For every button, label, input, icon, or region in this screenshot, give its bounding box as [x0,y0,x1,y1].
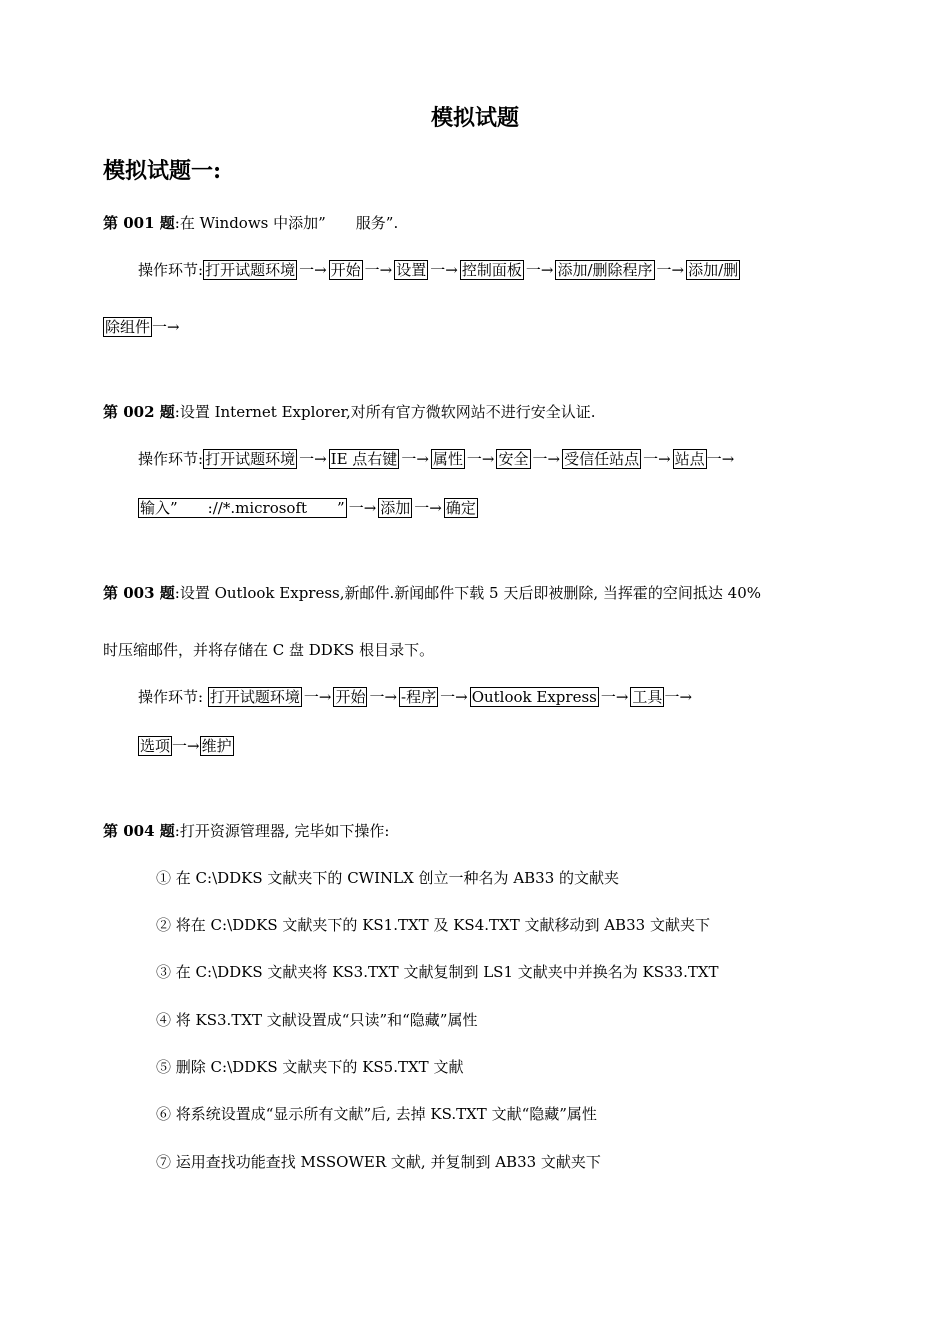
arrow-icon: 一→ [643,450,671,468]
q2-steps-line2 [138,498,478,518]
question-001 [103,213,398,233]
arrow-icon: 一→ [152,318,180,336]
arrow-icon: 一→ [172,737,200,755]
list-item: ④ 将 KS3.TXT 文献设置成“只读”和“隐藏”属性 [156,1011,478,1029]
step-box: IE 点右键 [330,450,398,468]
arrow-icon: 一→ [401,450,429,468]
q1-steps-line1 [138,260,740,280]
question-number: 第 004 题 [103,822,175,840]
list-item: ② 将在 C:\DDKS 文献夹下的 KS1.TXT 及 KS4.TXT 文献移动到 AB33 文献夹下 [156,916,710,934]
question-number: 第 003 题 [103,584,175,602]
arrow-icon: 一→ [656,261,685,279]
question-text: :设置 Internet Explorer,对所有官方微软网站不进行安全认证. [174,403,596,421]
arrow-icon: 一→ [299,261,327,279]
q1-steps-line2 [103,317,180,337]
step-box: 选项 [140,737,171,755]
question-text: :在 Windows 中添加” 服务”. [174,214,399,232]
step-box: 除组件 [105,318,151,336]
question-003-cont: 时压缩邮件，并将存储在 C 盘 DDKS 根目录下。 [103,641,435,659]
arrow-icon: 一→ [664,688,693,706]
list-item: ③ 在 C:\DDKS 文献夹将 KS3.TXT 文献复制到 LS1 文献夹中并换名为 KS33.TXT [156,963,719,981]
section-heading: 模拟试题一: [103,158,222,184]
step-box: 打开试题环境 [205,450,296,468]
arrow-icon: 一→ [440,688,468,706]
step-box: 输入” ://*.microsoft ” [140,499,345,517]
list-item: ⑦ 运用查找功能查找 MSSOWER 文献, 并复制到 AB33 文献夹下 [156,1153,601,1171]
step-box: 控制面板 [461,261,522,279]
step-box: 确定 [445,499,476,517]
step-box: 打开试题环境 [209,688,300,706]
arrow-icon: 一→ [706,450,735,468]
question-text: :打开资源管理器, 完毕如下操作: [174,822,390,840]
step-box: -程序 [401,688,437,706]
step-box: 安全 [498,450,529,468]
question-004 [103,821,389,841]
arrow-icon: 一→ [532,450,561,468]
q3-steps-line2 [138,736,234,756]
arrow-icon: 一→ [466,450,495,468]
step-box: 属性 [432,450,463,468]
step-box: 站点 [674,450,705,468]
arrow-icon: 一→ [525,261,554,279]
arrow-icon: 一→ [348,499,377,517]
step-box: 添加 [380,499,411,517]
list-item: ① 在 C:\DDKS 文献夹下的 CWINLX 创立一种名为 AB33 的文献夹 [156,869,620,887]
step-box: 开始 [330,261,361,279]
arrow-icon: 一→ [303,688,332,706]
question-text: :设置 Outlook Express,新邮件.新闻邮件下载 5 天后即被删除, 当挥霍的空间抵达 40% [174,584,762,602]
arrow-icon: 一→ [299,450,327,468]
question-number: 第 001 题 [103,214,175,232]
op-label: 操作环节: [138,450,204,468]
step-box: 添加/删 [688,261,739,279]
list-item: ⑥ 将系统设置成“显示所有文献”后, 去掉 KS.TXT 文献“隐藏”属性 [156,1105,597,1123]
question-002 [103,402,596,422]
step-box: 工具 [632,688,663,706]
question-number: 第 002 题 [103,403,175,421]
step-box: 开始 [335,688,366,706]
page-title: 模拟试题 [430,105,519,131]
list-item: ⑤ 删除 C:\DDKS 文献夹下的 KS5.TXT 文献 [156,1058,464,1076]
step-box: 打开试题环境 [205,261,296,279]
step-box: 维护 [201,737,232,755]
step-box: 添加/删除程序 [557,261,653,279]
question-003 [103,583,761,603]
step-box: 设置 [396,261,427,279]
q2-steps-line1 [138,449,734,469]
arrow-icon: 一→ [364,261,393,279]
q3-steps-line1 [138,687,692,707]
arrow-icon: 一→ [414,499,442,517]
step-box: 受信任站点 [564,450,640,468]
arrow-icon: 一→ [430,261,458,279]
step-box: Outlook Express [471,688,597,706]
arrow-icon: 一→ [600,688,629,706]
op-label: 操作环节: [138,688,204,706]
arrow-icon: 一→ [369,688,398,706]
op-label: 操作环节: [138,261,204,279]
